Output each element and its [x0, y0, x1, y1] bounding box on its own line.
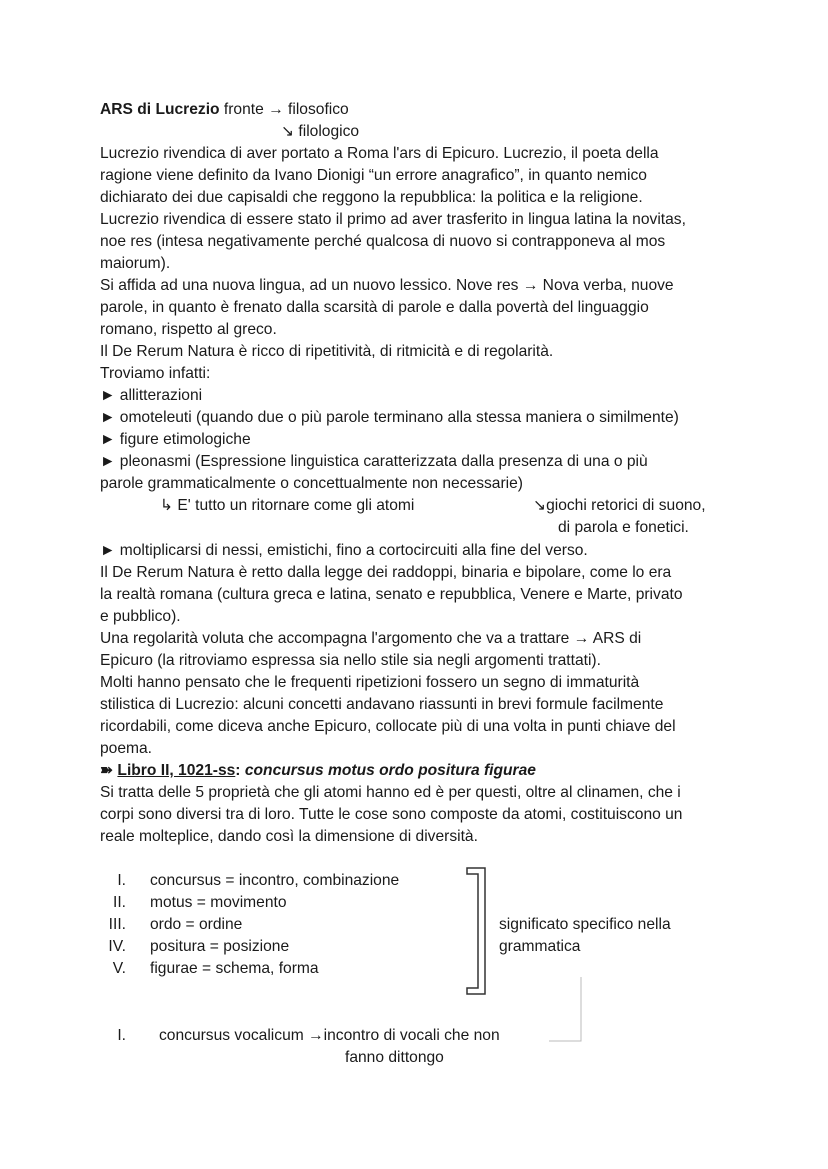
text-line: la realtà romana (cultura greca e latina, senato e repubblica, Venere e Marte, privato: [100, 586, 683, 603]
annotation-right-cont: di parola e fonetici.: [558, 519, 689, 536]
side-note: significato specifico nella: [499, 916, 671, 933]
list-item: ordo = ordine: [150, 916, 243, 933]
text-line: stilistica di Lucrezio: alcuni concetti andavano riassunti in brevi formule facilmente: [100, 696, 664, 713]
text-line: Una regolarità voluta che accompagna l'argomento che va a trattare → ARS di: [100, 630, 642, 647]
libro-reference: Libro II, 1021-ss: [117, 762, 236, 779]
text-line: Si tratta delle 5 proprietà che gli atomi hanno ed è per questi, oltre al clinamen, che i: [100, 784, 681, 801]
list-number: V.: [112, 960, 126, 977]
list-number: I.: [117, 872, 126, 889]
header-branch-1: fronte → filosofico: [219, 101, 349, 118]
text-line: romano, rispetto al greco.: [100, 321, 277, 338]
text-line: Molti hanno pensato che le frequenti ripetizioni fossero un segno di immaturità: [100, 674, 640, 691]
text-line: dichiarato dei due capisaldi che reggono la repubblica: la politica e la religione.: [100, 189, 643, 206]
header-branch-2: ↘ filologico: [281, 123, 360, 140]
list-number: IV.: [108, 938, 126, 955]
libro-heading: [100, 760, 536, 782]
side-note-cont: grammatica: [499, 938, 581, 955]
list-item: concursus = incontro, combinazione: [150, 872, 400, 889]
connector-line-icon: [545, 975, 585, 1045]
bullet-item: ► figure etimologiche: [100, 431, 251, 448]
text-line: poema.: [100, 740, 153, 757]
text-line: parole grammaticalmente o concettualmente non necessarie): [100, 475, 523, 492]
text-line: noe res (intesa negativamente perché qualcosa di nuovo si contrapponeva al mos: [100, 233, 666, 250]
list-item: figurae = schema, forma: [150, 960, 319, 977]
list-number: III.: [108, 916, 126, 933]
list-item: positura = posizione: [150, 938, 290, 955]
text-line: Si affida ad una nuova lingua, ad un nuovo lessico. Nove res → Nova verba, nuove: [100, 277, 674, 294]
text-line: e pubblico).: [100, 608, 181, 625]
sub-list-number: I.: [117, 1027, 126, 1044]
sub-list-item-cont: fanno dittongo: [345, 1049, 444, 1066]
text-line: Il De Rerum Natura è ricco di ripetitività, di ritmicità e di regolarità.: [100, 343, 554, 360]
bullet-item: ► allitterazioni: [100, 387, 203, 404]
arrow-icon: ➽: [100, 762, 114, 779]
bullet-item: ► omoteleuti (quando due o più parole terminano alla stessa maniera o similmente): [100, 409, 679, 426]
annotation-left: ↳ E' tutto un ritornare come gli atomi: [160, 497, 415, 514]
header-line: [100, 99, 349, 121]
list-number: II.: [113, 894, 126, 911]
text-line: Il De Rerum Natura è retto dalla legge dei raddoppi, binaria e bipolare, come lo era: [100, 564, 672, 581]
text-line: Epicuro (la ritroviamo espressa sia nello stile sia negli argomenti trattati).: [100, 652, 601, 669]
text-line: Lucrezio rivendica di aver portato a Roma l'ars di Epicuro. Lucrezio, il poeta della: [100, 145, 659, 162]
text-line: reale molteplice, dando così la dimensione di diversità.: [100, 828, 478, 845]
text-line: ricordabili, come diceva anche Epicuro, collocate più di una volta in punti chiave del: [100, 718, 676, 735]
libro-title: concursus motus ordo positura figurae: [244, 762, 536, 779]
header-title: ARS di Lucrezio: [100, 101, 220, 118]
bullet-item: ► moltiplicarsi di nessi, emistichi, fino a cortocircuiti alla fine del verso.: [100, 542, 588, 559]
text-line: Troviamo infatti:: [100, 365, 211, 382]
sub-list-item: concursus vocalicum →incontro di vocali che non: [159, 1027, 500, 1044]
text-line: maiorum).: [100, 255, 171, 272]
annotation-right: ↘giochi retorici di suono,: [533, 497, 706, 514]
bullet-item: ► pleonasmi (Espressione linguistica caratterizzata dalla presenza di una o più: [100, 453, 648, 470]
libro-colon: :: [235, 762, 241, 779]
list-item: motus = movimento: [150, 894, 287, 911]
text-line: parole, in quanto è frenato dalla scarsità di parole e dalla povertà del linguaggio: [100, 299, 649, 316]
text-line: ragione viene definito da Ivano Dionigi “un errore anagrafico”, in quanto nemico: [100, 167, 647, 184]
right-bracket-icon: [465, 866, 487, 996]
text-line: Lucrezio rivendica di essere stato il primo ad aver trasferito in lingua latina la novitas,: [100, 211, 686, 228]
text-line: corpi sono diversi tra di loro. Tutte le cose sono composte da atomi, costituiscono un: [100, 806, 683, 823]
